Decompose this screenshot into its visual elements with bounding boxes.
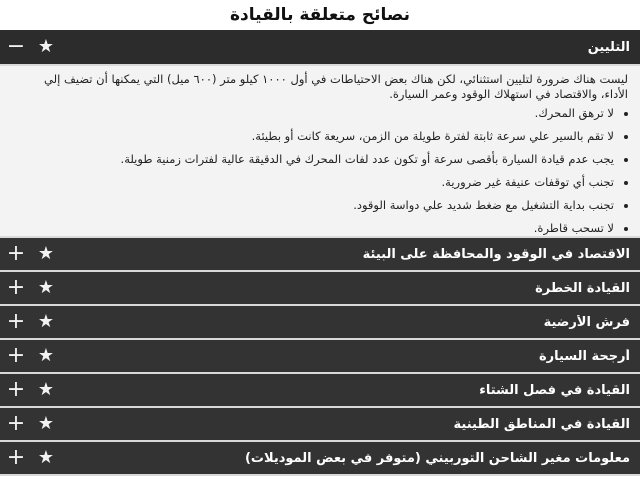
tip-item: • لا تسحب قاطرة. (14, 221, 614, 236)
expand-icon[interactable]: + (6, 445, 26, 470)
section-title[interactable]: الاقتصاد في الوقود والمحافظة على البيئة (362, 246, 630, 262)
section-controls (0, 447, 70, 469)
section-header-hazardous-driving[interactable] (0, 272, 640, 306)
section-controls (0, 413, 70, 435)
star-icon[interactable]: ★ (37, 277, 55, 298)
section-title[interactable]: فرش الأرضية (543, 314, 630, 330)
section-controls (0, 243, 70, 265)
star-icon[interactable]: ★ (37, 379, 55, 400)
star-icon[interactable]: ★ (37, 345, 55, 366)
section-header-muddy-areas[interactable] (0, 408, 640, 442)
section-title[interactable]: القيادة في المناطق الطينية (453, 416, 630, 432)
star-icon[interactable]: ★ (37, 413, 55, 434)
tip-item: • تجنب بداية التشغيل مع ضغط شديد علي دواسة الوقود. (14, 198, 614, 213)
section-title[interactable]: أرجحة السيارة (539, 348, 630, 364)
expand-icon[interactable]: + (6, 411, 26, 436)
expand-icon[interactable]: + (6, 377, 26, 402)
section-header-floor-mats[interactable] (0, 306, 640, 340)
section-header-break-in[interactable] (0, 30, 640, 66)
page-title: نصائح متعلقة بالقيادة (0, 0, 640, 30)
tip-item: • لا تقم بالسير علي سرعة ثابتة لفترة طويلة من الزمن، سريعة كانت أو بطيئة. (14, 129, 614, 144)
section-title[interactable]: القيادة الخطرة (535, 280, 630, 296)
star-icon[interactable]: ★ (37, 311, 55, 332)
section-header-turbo-info[interactable] (0, 442, 640, 476)
expand-icon[interactable]: + (6, 309, 26, 334)
tip-item: • لا ترهق المحرك. (14, 106, 614, 121)
star-icon[interactable]: ★ (37, 447, 55, 468)
section-header-winter-driving[interactable] (0, 374, 640, 408)
section-controls (0, 36, 70, 58)
section-title[interactable]: التليين (587, 39, 630, 55)
section-content-break-in (0, 66, 640, 238)
section-header-rocking-vehicle[interactable] (0, 340, 640, 374)
star-icon[interactable]: ★ (37, 243, 55, 264)
tips-list (14, 106, 628, 236)
section-title[interactable]: القيادة في فصل الشتاء (479, 382, 630, 398)
expand-icon[interactable]: + (6, 241, 26, 266)
section-controls (0, 277, 70, 299)
tip-item: • تجنب أي توقفات عنيفة غير ضرورية. (14, 175, 614, 190)
expand-icon[interactable]: + (6, 275, 26, 300)
star-icon[interactable]: ★ (37, 36, 55, 57)
intro-text: ليست هناك ضرورة لتليين استثنائي، لكن هناك بعض الاحتياطات في أول ١٠٠٠ كيلو متر (٦٠٠ ميل) التي يمكنها أن تضيف إلي الأداء، والاقتصاد في استهلاك الوقود وعمر السيارة. (44, 72, 628, 101)
collapse-icon[interactable]: − (6, 34, 26, 59)
tip-item: • يجب عدم قيادة السيارة بأقصى سرعة أو تكون عدد لفات المحرك في الدقيقة عالية لفترات زمنية طويلة. (14, 152, 614, 167)
section-controls (0, 379, 70, 401)
section-controls (0, 345, 70, 367)
section-controls (0, 311, 70, 333)
expand-icon[interactable]: + (6, 343, 26, 368)
section-header-fuel-economy[interactable] (0, 238, 640, 272)
section-title[interactable]: معلومات مغير الشاحن التوربيني (متوفر في بعض الموديلات) (244, 450, 630, 466)
